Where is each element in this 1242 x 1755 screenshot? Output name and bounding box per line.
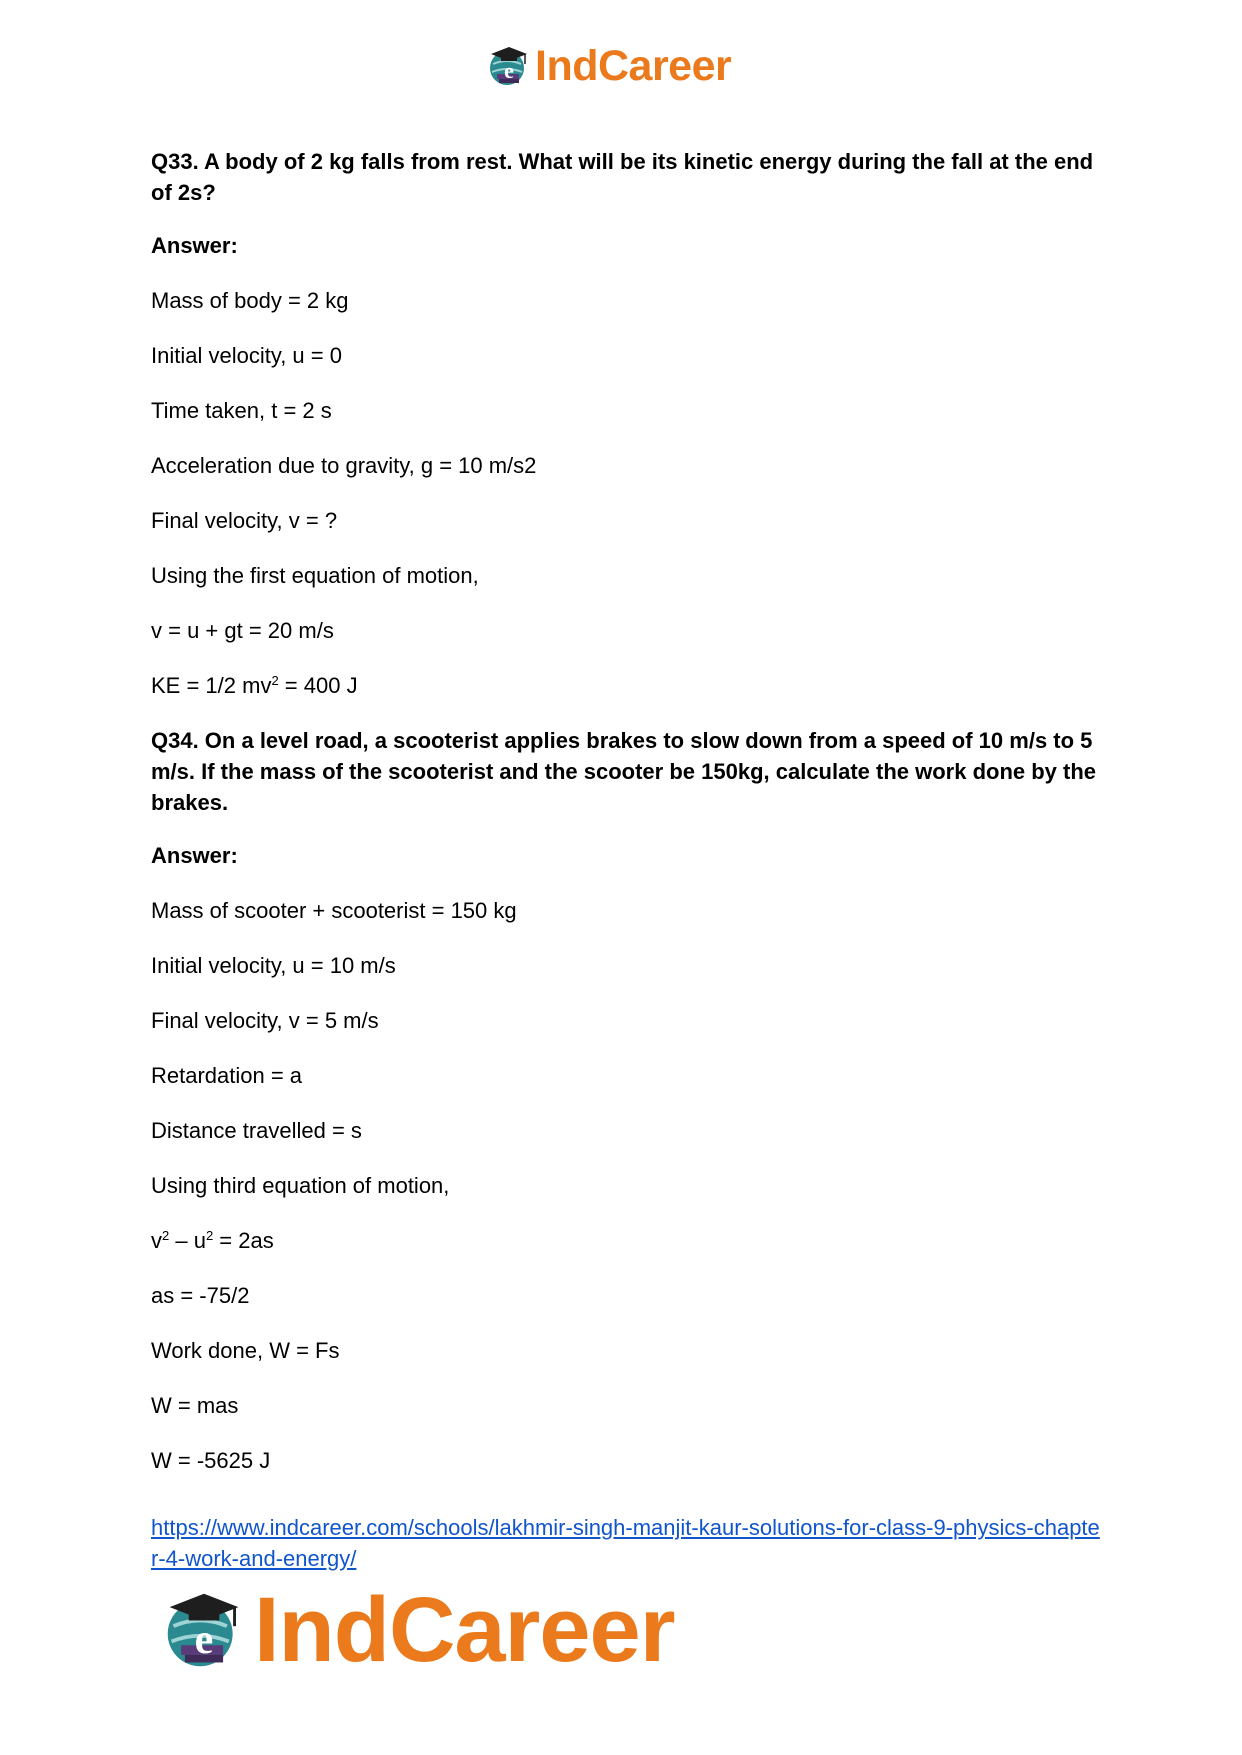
question-q33: Q33. A body of 2 kg falls from rest. What will be its kinetic energy during the fall at the end of 2s?: [151, 149, 1094, 205]
answer-label: Answer:: [151, 233, 238, 258]
answer-line: Distance travelled = s: [151, 1118, 362, 1143]
document-body: [151, 146, 1101, 1476]
brand-name: IndCareer: [254, 1579, 675, 1681]
svg-text:e: e: [504, 58, 514, 83]
answer-line: Initial velocity, u = 0: [151, 343, 342, 368]
answer-line: Acceleration due to gravity, g = 10 m/s2: [151, 453, 537, 478]
footer-logo: [162, 1580, 675, 1680]
answer-line: as = -75/2: [151, 1283, 250, 1308]
header-logo: [487, 42, 731, 90]
kinetic-energy-equation: KE = 1/2 $mv^2 = 400$ J: [151, 673, 358, 698]
answer-line: Work done, W = Fs: [151, 1338, 340, 1363]
svg-text:e: e: [194, 1616, 214, 1663]
answer-line: Final velocity, v = 5 m/s: [151, 1008, 379, 1033]
answer-label: Answer:: [151, 843, 238, 868]
answer-line: W = mas: [151, 1393, 239, 1418]
answer-line: Time taken, t = 2 s: [151, 398, 332, 423]
answer-line: W = -5625 J: [151, 1448, 271, 1473]
answer-line: Retardation = a: [151, 1063, 303, 1088]
question-q34: Q34. On a level road, a scooterist applies brakes to slow down from a speed of 10 m/s to 5 m/s. If the mass of the scooterist and the scooter be 150kg, calculate the work done by the brakes.: [151, 728, 1097, 815]
answer-line: Final velocity, v = ?: [151, 508, 338, 533]
answer-line: Using third equation of motion,: [151, 1173, 450, 1198]
brand-name: IndCareer: [535, 41, 732, 90]
answer-line: v = u + gt = 20 m/s: [151, 618, 334, 643]
answer-line: Initial velocity, u = 10 m/s: [151, 953, 396, 978]
answer-line: Mass of body = 2 kg: [151, 288, 349, 313]
graduation-globe-books-icon: [487, 44, 531, 88]
graduation-globe-books-icon: [162, 1588, 246, 1672]
answer-line: Mass of scooter + scooterist = 150 kg: [151, 898, 517, 923]
source-link[interactable]: https://www.indcareer.com/schools/lakhmir-singh-manjit-kaur-solutions-for-class-9-physics-chapter-4-work-and-energy/: [151, 1515, 1100, 1571]
answer-line: Using the first equation of motion,: [151, 563, 479, 588]
third-equation-of-motion: $v^2 - u^2 = 2as$: [151, 1228, 274, 1253]
